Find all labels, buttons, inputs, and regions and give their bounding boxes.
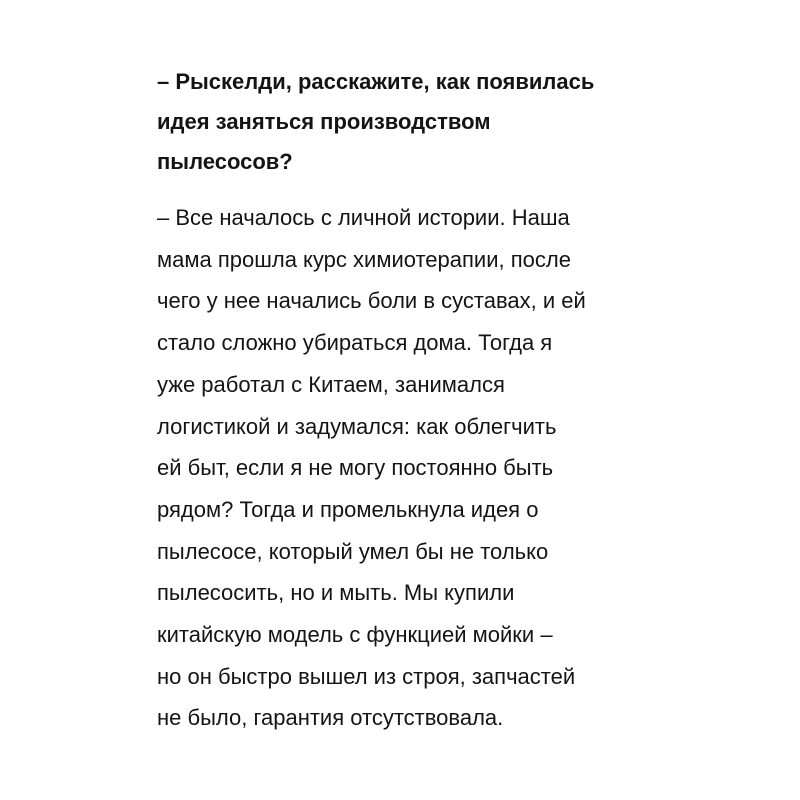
answer-line: китайскую модель с функцией мойки –	[157, 622, 553, 648]
answer-line: рядом? Тогда и промелькнула идея о	[157, 496, 539, 522]
answer-line: пылесосе, который умел бы не только	[157, 538, 549, 564]
answer-line: логистикой и задумался: как облегчить	[157, 413, 557, 439]
answer-line: чего у нее начались боли в суставах, и ей	[157, 288, 586, 314]
question-line: идея заняться производством	[157, 109, 491, 134]
question-line: пылесосов?	[157, 149, 293, 174]
interview-answer	[157, 197, 717, 739]
answer-line: пылесосить, но и мыть. Мы купили	[157, 580, 515, 606]
question-line: – Рыскелди, расскажите, как появилась	[157, 69, 595, 94]
interview-article	[157, 62, 717, 739]
answer-line: не было, гарантия отсутствовала.	[157, 705, 504, 731]
answer-line: но он быстро вышел из строя, запчастей	[157, 663, 576, 689]
interview-question	[157, 62, 717, 182]
answer-line: мама прошла курс химиотерапии, после	[157, 246, 571, 272]
answer-line: ей быт, если я не могу постоянно быть	[157, 455, 554, 481]
answer-line: – Все началось с личной истории. Наша	[157, 205, 570, 230]
answer-line: стало сложно убираться дома. Тогда я	[157, 330, 553, 356]
answer-line: уже работал с Китаем, занимался	[157, 371, 505, 397]
